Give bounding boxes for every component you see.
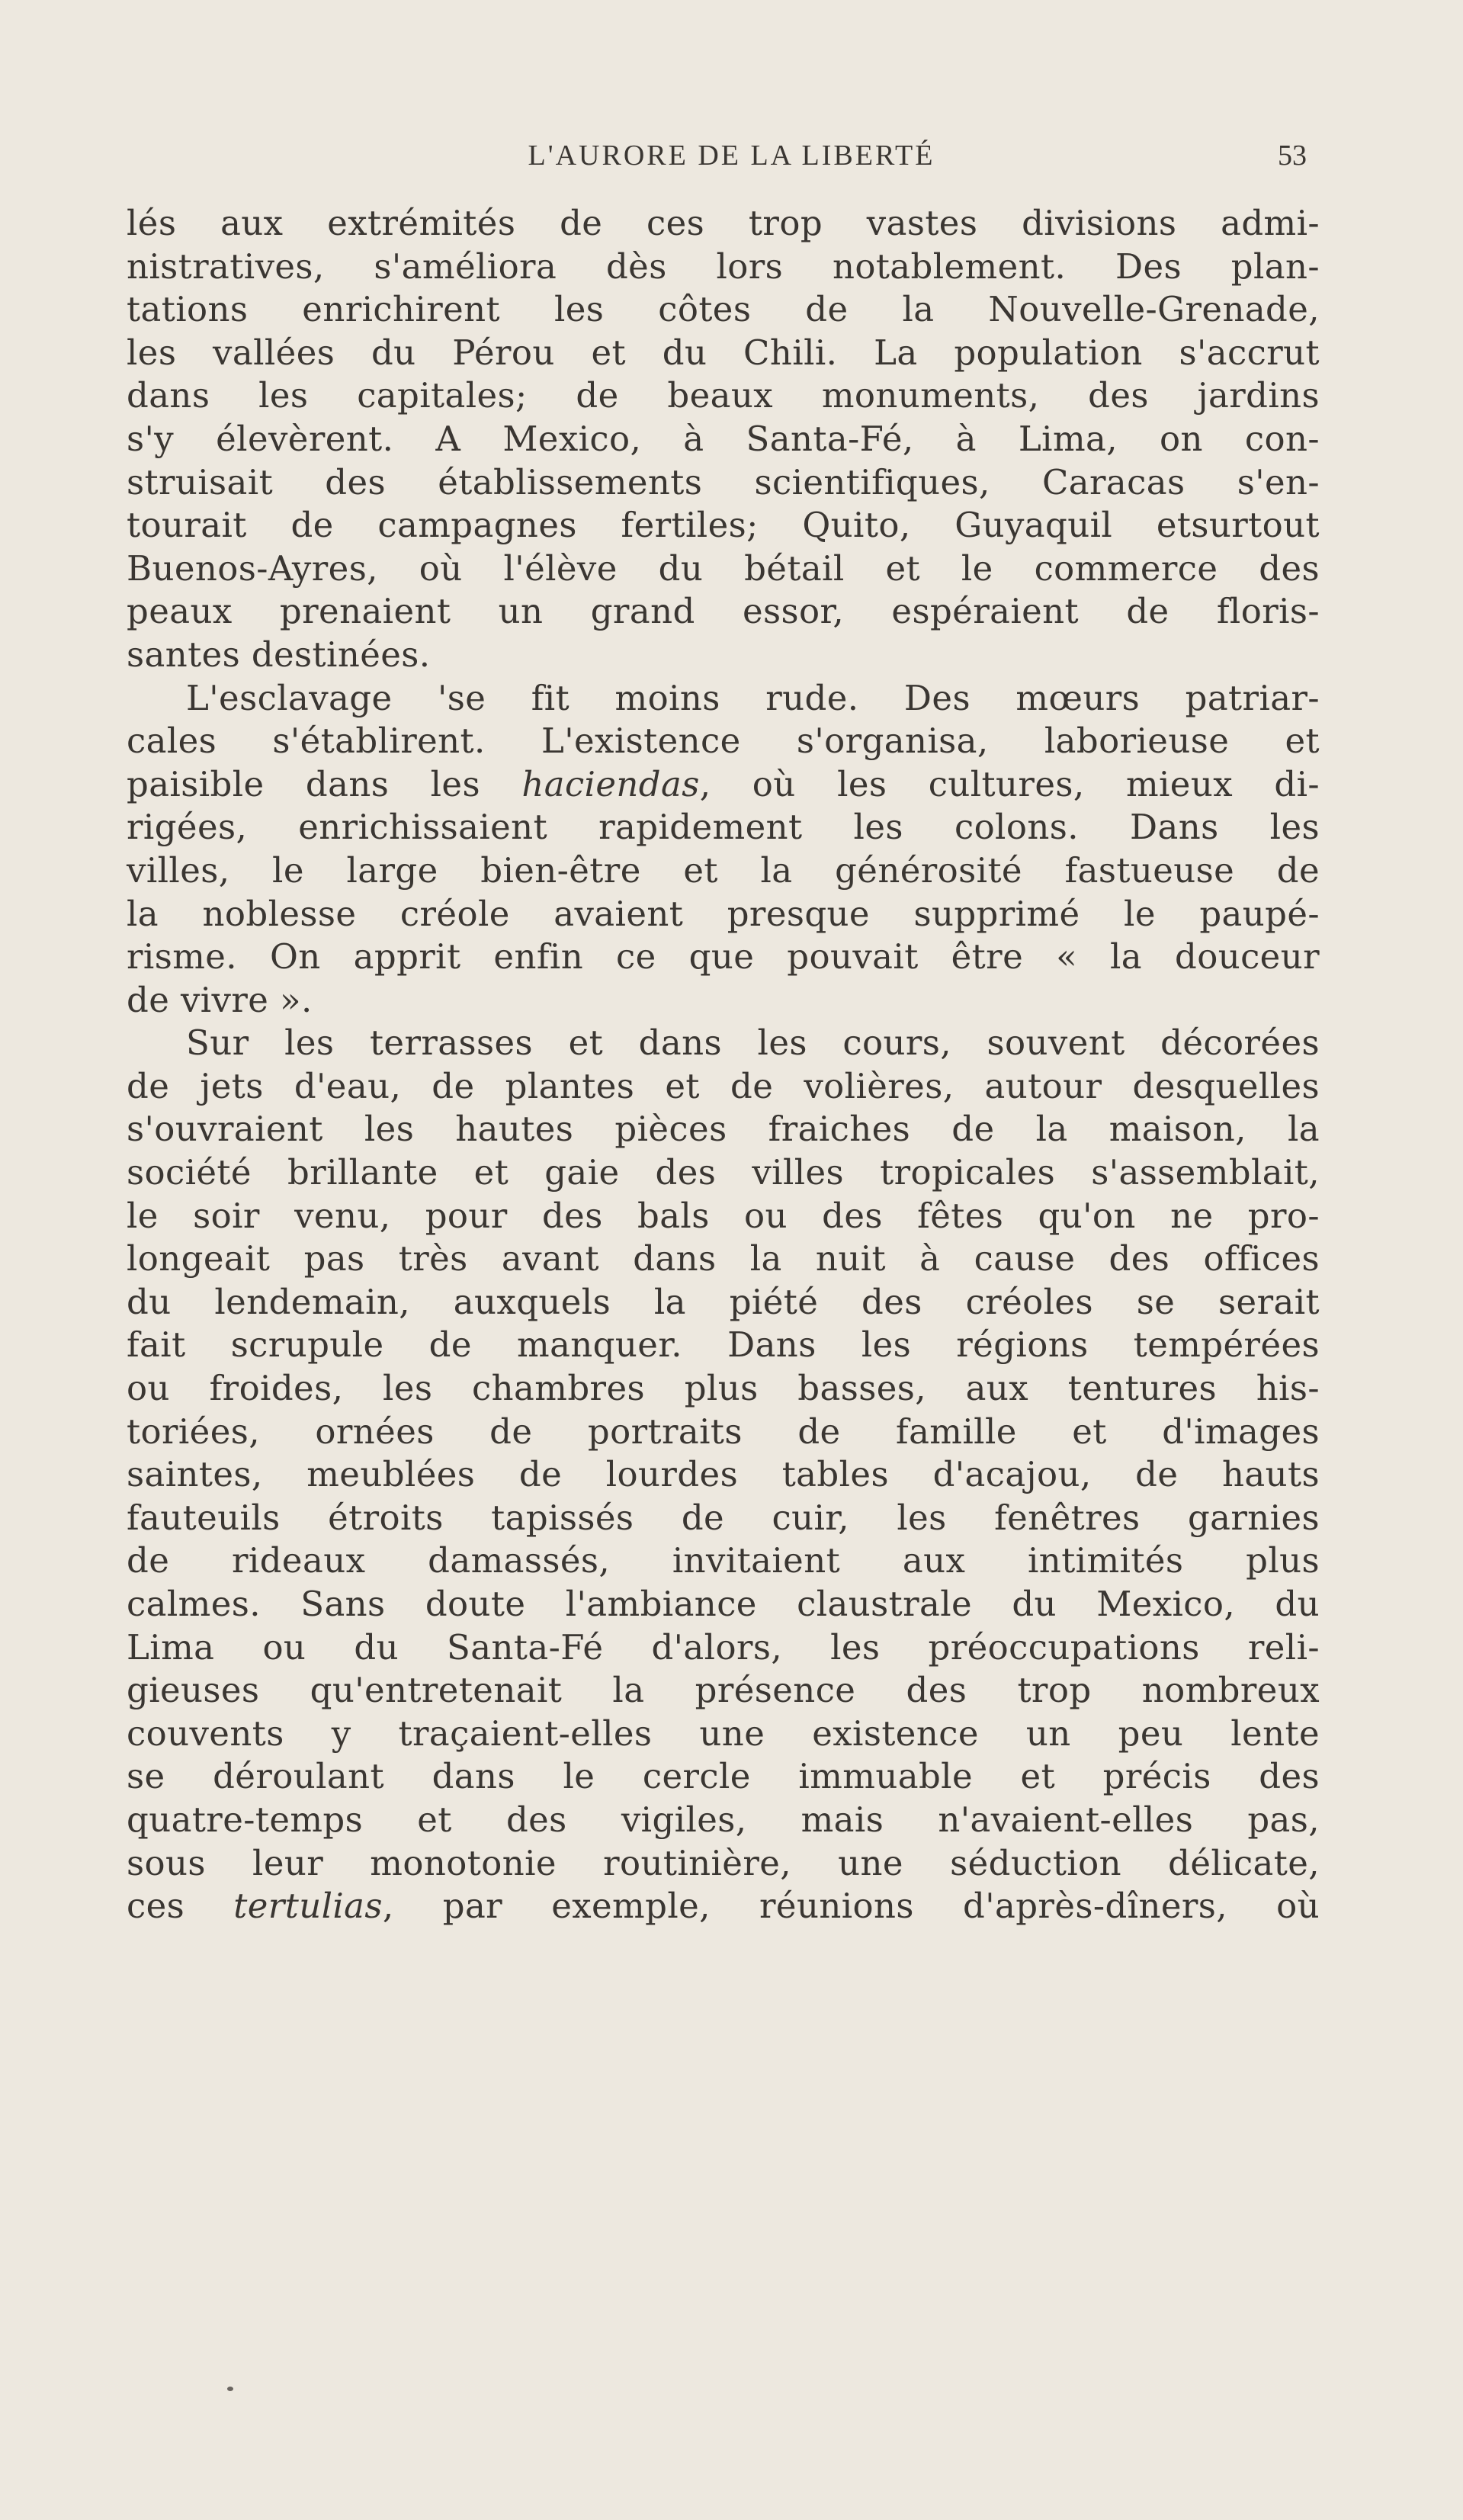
line-segment: , par exemple, réunions d'après-dîners, où [382,1886,1320,1927]
text-line: villes, le large bien-être et la générosité fastueuse de [127,849,1320,891]
text-line: tourait de campagnes fertiles; Quito, Guyaquil etsurtout [127,505,1320,546]
text-line: s'ouvraient les hautes pièces fraiches de la maison, la [127,1109,1320,1150]
text-line: cales s'établirent. L'existence s'organisa, laborieuse et [127,721,1320,762]
text-line: lés aux extrémités de ces trop vastes divisions admi- [127,203,1320,243]
text-line: le soir venu, pour des bals ou des fêtes qu'on ne pro- [127,1195,1320,1236]
text-line: risme. On apprit enfin ce que pouvait être « la douceur [127,936,1320,978]
text-line: ou froides, les chambres plus basses, aux tentures his- [127,1368,1320,1409]
text-line-with-italic [127,1885,1320,1928]
text-line: dans les capitales; de beaux monuments, des jardins [127,375,1320,416]
line-segment: ces [127,1886,234,1927]
text-line: fait scrupule de manquer. Dans les régions tempérées [127,1324,1320,1366]
text-line: sous leur monotonie routinière, une séduction délicate, [127,1842,1320,1883]
text-line: se déroulant dans le cercle immuable et précis des [127,1756,1320,1797]
text-line: de rideaux damassés, invitaient aux intimités plus [127,1540,1320,1581]
text-line: Buenos-Ayres, où l'élève du bétail et le commerce des [127,547,1320,589]
text-line: struisait des établissements scientifiques, Caracas s'en- [127,461,1320,502]
text-line: calmes. Sans doute l'ambiance claustrale du Mexico, du [127,1584,1320,1624]
ink-speck [227,2387,233,2391]
line-segment: , où les cultures, mieux di- [699,763,1320,804]
text-line: Lima ou du Santa-Fé d'alors, les préoccupations reli- [127,1626,1320,1668]
text-line: les vallées du Pérou et du Chili. La population s'accrut [127,332,1320,373]
text-line: rigées, enrichissaient rapidement les colons. Dans les [127,807,1320,848]
body-text [127,202,1320,1928]
italic-word-haciendas: haciendas [521,763,700,804]
line-segment: paisible dans les [127,763,522,804]
text-line: la noblesse créole avaient presque supprimé le paupé- [127,893,1320,934]
text-line: fauteuils étroits tapissés de cuir, les fenêtres garnies [127,1497,1320,1538]
text-line: de vivre ». [127,979,313,1020]
text-line: tations enrichirent les côtes de la Nouvelle-Grenade, [127,289,1320,330]
text-line-with-italic [127,763,1320,807]
running-head [0,139,1463,177]
text-line: longeait pas très avant dans la nuit à cause des offices [127,1238,1320,1279]
text-line: Sur les terrasses et dans les cours, souvent décorées [186,1022,1320,1064]
text-line: société brillante et gaie des villes tropicales s'assemblait, [127,1152,1320,1193]
text-line: L'esclavage 'se fit moins rude. Des mœurs patriar- [186,677,1320,718]
text-line: santes destinées. [127,634,431,675]
text-line: de jets d'eau, de plantes et de volières, autour desquelles [127,1065,1320,1106]
text-line: couvents y traçaient-elles une existence un peu lente [127,1713,1320,1754]
text-line: toriées, ornées de portraits de famille et d'images [127,1411,1320,1452]
text-line: gieuses qu'entretenait la présence des trop nombreux [127,1670,1320,1711]
running-title: L'AURORE DE LA LIBERTÉ [528,140,935,172]
text-line: nistratives, s'améliora dès lors notablement. Des plan- [127,246,1320,287]
text-line: peaux prenaient un grand essor, espéraient de floris- [127,591,1320,632]
text-line: du lendemain, auxquels la piété des créoles se serait [127,1281,1320,1322]
italic-word-tertulias: tertulias [233,1886,383,1927]
page-number: 53 [1278,140,1307,172]
text-line: saintes, meublées de lourdes tables d'acajou, de hauts [127,1454,1320,1495]
text-line: s'y élevèrent. A Mexico, à Santa-Fé, à Lima, on con- [127,418,1320,459]
text-line: quatre-temps et des vigiles, mais n'avaient-elles pas, [127,1799,1320,1840]
